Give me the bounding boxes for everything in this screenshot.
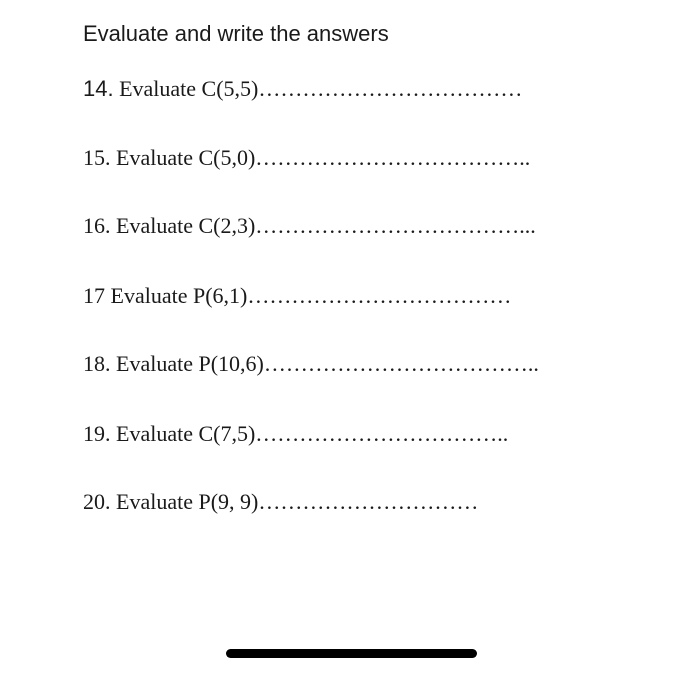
question-number: 17	[83, 283, 105, 308]
question-text: Evaluate C(5,0)………………………………..	[110, 145, 531, 170]
question-18	[83, 349, 539, 379]
question-text: Evaluate P(10,6)………………………………..	[110, 351, 539, 376]
question-number: 19.	[83, 421, 111, 446]
question-17	[83, 281, 511, 311]
question-14	[83, 74, 522, 104]
question-text: Evaluate C(7,5)……………………………..	[110, 421, 509, 446]
question-20	[83, 487, 478, 517]
home-indicator-bar[interactable]	[226, 649, 477, 658]
question-19	[83, 419, 508, 449]
question-text: Evaluate P(9, 9)…………………………	[110, 489, 479, 514]
question-number: 18.	[83, 351, 111, 376]
question-16	[83, 211, 536, 241]
question-text: Evaluate P(6,1)………………………………	[105, 283, 512, 308]
question-15	[83, 143, 530, 173]
question-text: Evaluate C(5,5)………………………………	[113, 76, 523, 101]
question-number: 15.	[83, 145, 111, 170]
question-number: 16.	[83, 213, 111, 238]
worksheet-heading: Evaluate and write the answers	[83, 21, 389, 46]
question-text: Evaluate C(2,3)………………………………...	[110, 213, 536, 238]
question-number: 20.	[83, 489, 111, 514]
question-number: 14.	[83, 76, 114, 101]
